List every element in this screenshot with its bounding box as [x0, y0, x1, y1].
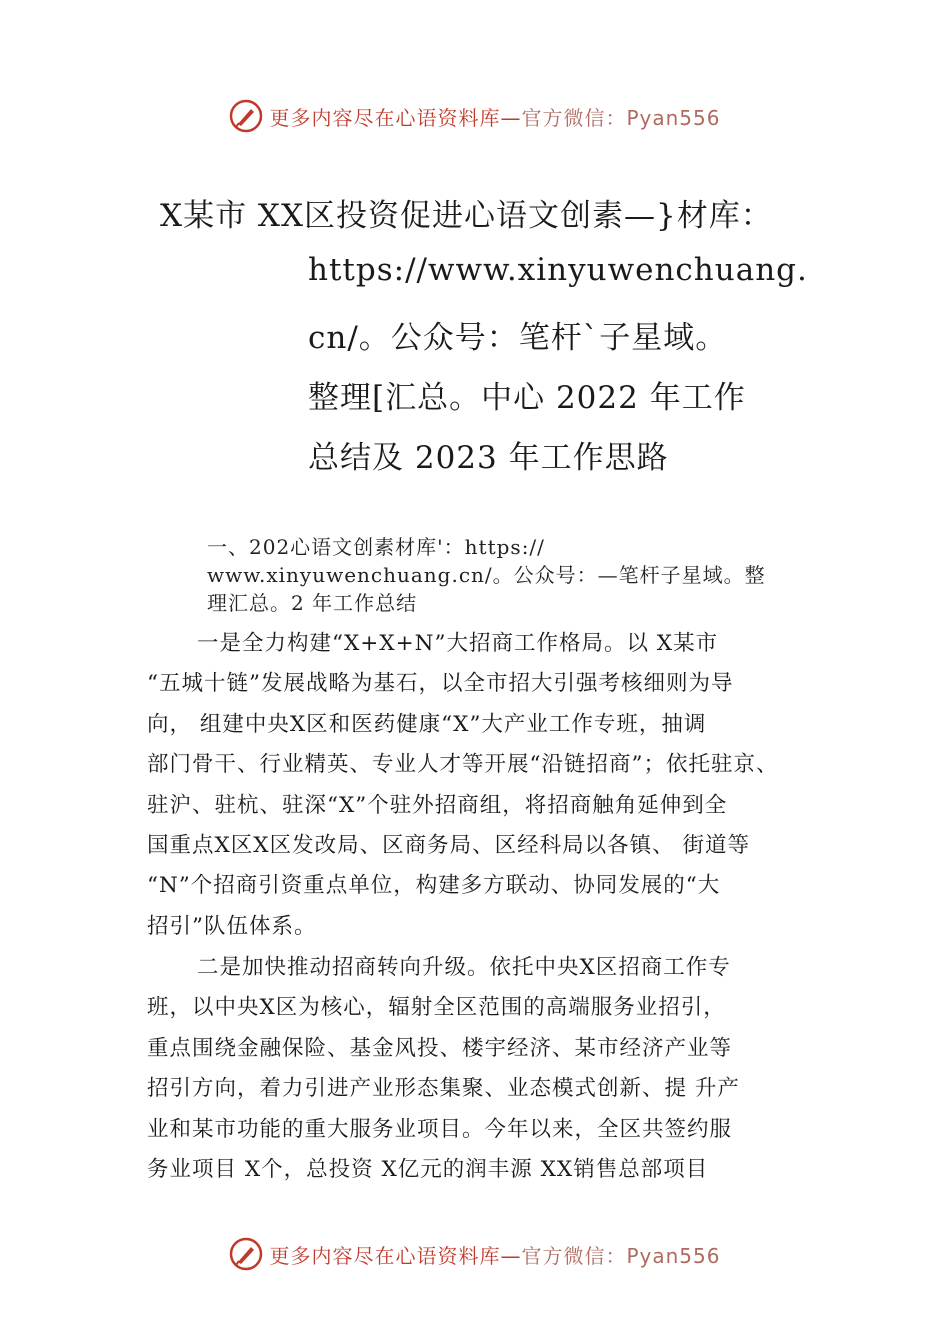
section-heading	[207, 533, 827, 617]
paragraph-line: 重点围绕金融保险、基金风投、楼宇经济、某市经济产业等	[147, 1035, 733, 1061]
paragraph-line: “N”个招商引资重点单位，构建多方联动、协同发展的“大	[147, 873, 721, 899]
paragraph-line: 务业项目 X个，总投资 X亿元的润丰源 XX销售总部项目	[147, 1156, 709, 1182]
section-heading-line: 理汇总。2 年工作总结	[207, 591, 418, 615]
title-line: https://www.xinyuwenchuang.	[308, 252, 808, 288]
title-line: X某市 XX区投资促进心语文创素—}材库：	[160, 198, 773, 234]
pen-logo-icon	[229, 1237, 263, 1271]
paragraph-line: 驻沪、驻杭、驻深“X”个驻外招商组，将招商触角延伸到全	[147, 792, 728, 818]
paragraph-line: 业和某市功能的重大服务业项目。今年以来，全区共签约服	[147, 1116, 733, 1142]
pen-logo-icon	[229, 99, 263, 133]
footer-banner	[0, 1234, 950, 1274]
paragraph-line: 二是加快推动招商转向升级。依托中央X区招商工作专	[197, 955, 731, 980]
title-line: cn/。公众号：笔杆`子星域。	[308, 320, 728, 356]
paragraph-line: 招引方向，着力引进产业形态集聚、业态模式创新、提 升产	[147, 1076, 740, 1102]
paragraph-line: 招引”队伍体系。	[147, 913, 317, 939]
section-heading-line: 一、202心语文创素材库'：https://	[207, 535, 545, 559]
paragraph-line: 一是全力构建“X+X+N”大招商工作格局。以 X某市	[197, 631, 719, 656]
banner-wechat: 官方微信：Pyan556	[521, 1243, 721, 1268]
paragraph-2	[147, 948, 827, 1190]
banner-text: 更多内容尽在心语资料库—	[269, 1243, 522, 1268]
title-line: 整理[汇总。中心 2022 年工作	[308, 380, 746, 416]
banner-text: 更多内容尽在心语资料库—	[269, 105, 522, 130]
header-banner	[0, 96, 950, 136]
section-heading-line: www.xinyuwenchuang.cn/。公众号：—笔杆子星域。整	[207, 563, 766, 587]
banner-wechat: 官方微信：Pyan556	[521, 105, 721, 130]
paragraph-line: “五城十链”发展战略为基石，以全市招大引强考核细则为导	[147, 671, 734, 697]
paragraph-line: 班，以中央X区为核心，辐射全区范围的高端服务业招引，	[147, 995, 726, 1021]
paragraph-line: 向， 组建中央X区和医药健康“X”大产业工作专班，抽调	[147, 711, 707, 737]
paragraph-line: 部门骨干、行业精英、专业人才等开展“沿链招商”；依托驻京、	[147, 752, 779, 778]
paragraph-line: 国重点X区X区发改局、区商务局、区经科局以各镇、 街道等	[147, 832, 750, 858]
title-line: 总结及 2023 年工作思路	[308, 440, 669, 476]
paragraph-1	[147, 624, 827, 947]
